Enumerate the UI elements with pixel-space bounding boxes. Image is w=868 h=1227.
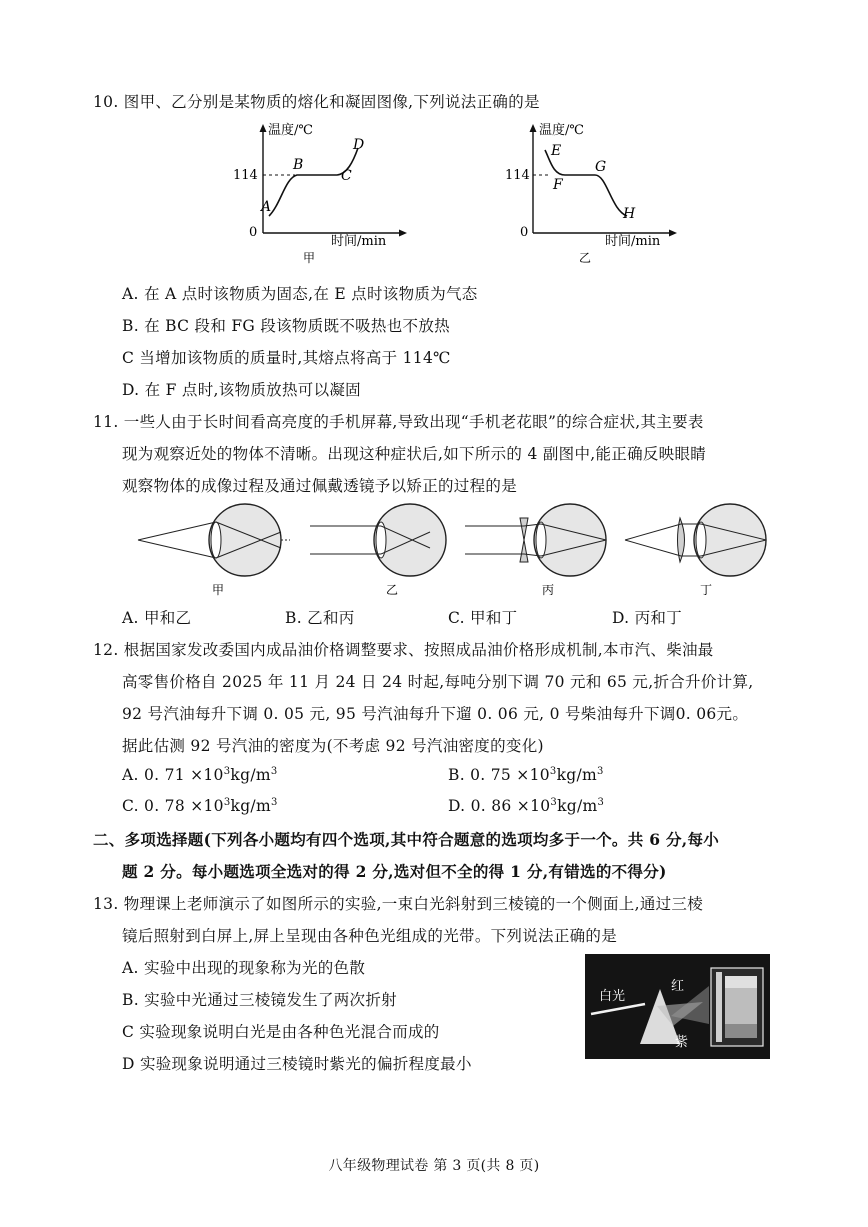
eye-diagrams xyxy=(130,500,810,600)
q10-option-d: D. 在 F 点时,该物质放热可以凝固 xyxy=(122,381,361,399)
q11-stem-line-3: 观察物体的成像过程及通过佩戴透镜予以矫正的过程的是 xyxy=(122,477,518,495)
melting-tick-114: 114 xyxy=(233,168,258,183)
q13-option-b: B. 实验中光通过三棱镜发生了两次折射 xyxy=(122,991,397,1009)
q12-option-d: D. 0. $86 \times 10^3kg/m^3$ xyxy=(448,797,605,816)
white-light-label: 白光 xyxy=(599,989,626,1004)
point-a-label: A xyxy=(261,199,272,215)
melting-caption: 甲 xyxy=(303,251,316,265)
point-d-label: D xyxy=(353,137,365,153)
melting-ylabel: 温度/℃ xyxy=(268,123,313,138)
q11-option-b: B. 乙和丙 xyxy=(285,609,355,627)
q11-stem-line-1: 11. 一些人由于长时间看高亮度的手机屏幕,导致出现“手机老花眼”的综合症状,其主要表 xyxy=(93,413,704,431)
point-b-label: B xyxy=(293,157,304,173)
point-f-label: F xyxy=(553,177,563,193)
eye-diagram-bing xyxy=(465,504,606,597)
q12-stem-line-1: 12. 根据国家发改委国内成品油价格调整要求、按照成品油价格形成机制,本市汽、柴油最 xyxy=(93,641,714,659)
page-footer: 八年级物理试卷 第 3 页(共 8 页) xyxy=(328,1158,540,1174)
q12-stem-line-4: 据此估测 92 号汽油的密度为(不考虑 92 号汽油密度的变化) xyxy=(122,737,544,755)
q12-option-b: B. 0. $75 \times 10^3kg/m^3$ xyxy=(448,766,604,785)
q13-option-c: C 实验现象说明白光是由各种色光混合而成的 xyxy=(122,1023,440,1041)
melting-graph xyxy=(225,118,445,266)
eye-diagram-jia xyxy=(138,504,290,597)
melting-xlabel: 时间/min xyxy=(331,234,387,249)
point-e-label: E xyxy=(551,143,562,159)
point-g-label: G xyxy=(595,159,607,175)
q12-option-a: A. 0. $71 \times 10^3kg/m^3$ xyxy=(122,766,278,785)
eye-caption-jia: 甲 xyxy=(212,583,225,597)
q10-option-c: C 当增加该物质的质量时,其熔点将高于 114℃ xyxy=(122,349,451,367)
red-light-label: 红 xyxy=(671,979,685,994)
q13-option-a: A. 实验中出现的现象称为光的色散 xyxy=(122,959,366,977)
q11-stem-line-2: 现为观察近处的物体不清晰。出现这种症状后,如下所示的 4 副图中,能正确反映眼睛 xyxy=(122,445,707,463)
violet-light-label: 紫 xyxy=(675,1035,689,1050)
melting-origin: 0 xyxy=(249,225,258,240)
eye-caption-yi: 乙 xyxy=(386,583,399,597)
q12-stem-line-2: 高零售价格自 2025 年 11 月 24 日 24 时起,每吨分别下调 70 元和 65 元,折合升价计算, xyxy=(122,673,754,691)
q11-option-c: C. 甲和丁 xyxy=(448,609,518,627)
solid-ylabel: 温度/℃ xyxy=(539,123,584,138)
q10-option-a: A. 在 A 点时该物质为固态,在 E 点时该物质为气态 xyxy=(122,285,478,303)
eye-caption-bing: 丙 xyxy=(542,583,555,597)
eye-diagram-yi xyxy=(310,504,446,597)
eye-diagram-ding xyxy=(625,504,766,597)
point-c-label: C xyxy=(341,168,352,184)
section2-heading-line-2: 题 2 分。每小题选项全选对的得 2 分,选对但不全的得 1 分,有错选的不得分) xyxy=(122,862,667,881)
solid-caption: 乙 xyxy=(579,251,592,265)
q11-option-a: A. 甲和乙 xyxy=(122,609,192,627)
q10-stem: 10. 图甲、乙分别是某物质的熔化和凝固图像,下列说法正确的是 xyxy=(93,93,540,111)
q12-stem-line-3: 92 号汽油每升下调 0. 05 元, 95 号汽油每升下遛 0. 06 元, 0 号柴油每升下调0. 06元。 xyxy=(122,705,749,723)
q13-stem-line-1: 13. 物理课上老师演示了如图所示的实验,一束白光斜射到三棱镜的一个侧面上,通过三棱 xyxy=(93,895,704,913)
solid-origin: 0 xyxy=(520,225,529,240)
q12-option-c: C. 0. $78 \times 10^3kg/m^3$ xyxy=(122,797,278,816)
solid-tick-114: 114 xyxy=(505,168,530,183)
solid-xlabel: 时间/min xyxy=(605,234,661,249)
q13-option-d: D 实验现象说明通过三棱镜时紫光的偏折程度最小 xyxy=(122,1055,472,1073)
prism-dispersion-photo xyxy=(585,954,770,1059)
eye-caption-ding: 丁 xyxy=(700,583,713,597)
point-h-label: H xyxy=(623,206,636,222)
section2-heading-line-1: 二、多项选择题(下列各小题均有四个选项,其中符合题意的选项均多于一个。共 6 分,每小 xyxy=(93,830,720,849)
q11-option-d: D. 丙和丁 xyxy=(612,609,683,627)
q13-stem-line-2: 镜后照射到白屏上,屏上呈现由各种色光组成的光带。下列说法正确的是 xyxy=(122,927,618,945)
solidification-graph xyxy=(505,118,725,266)
q10-option-b: B. 在 BC 段和 FG 段该物质既不吸热也不放热 xyxy=(122,317,450,335)
